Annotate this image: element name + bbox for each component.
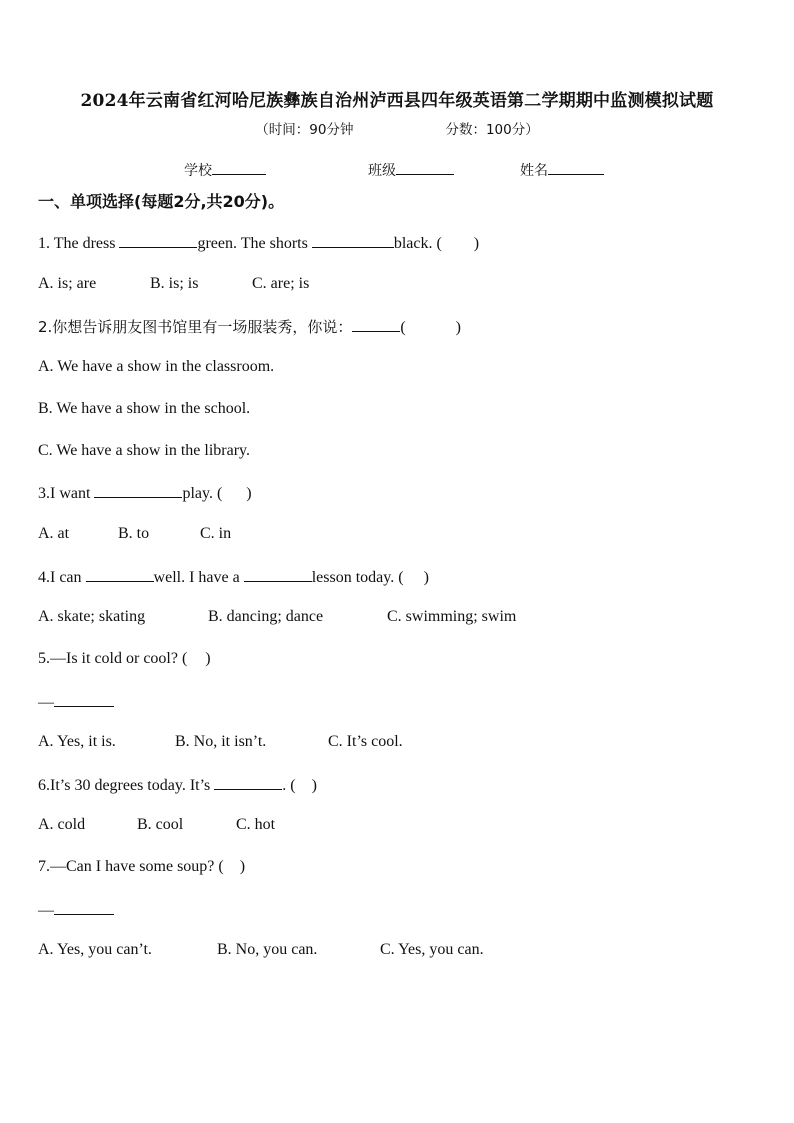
answer-blank[interactable] <box>86 567 154 582</box>
question-4: 4.I can well. I have a lesson today. ( ) <box>38 569 429 586</box>
option-b[interactable]: B. We have a show in the school. <box>38 400 251 417</box>
answer-blank[interactable] <box>352 317 400 332</box>
answer-blank[interactable] <box>119 233 197 248</box>
option-c[interactable]: C. swimming; swim <box>387 608 517 625</box>
option-c[interactable]: C. are; is <box>252 275 310 292</box>
question-7: 7.—Can I have some soup? ( ) <box>38 858 246 875</box>
name-field <box>520 160 604 180</box>
answer-blank[interactable] <box>312 233 394 248</box>
option-b[interactable]: B. No, you can. <box>217 941 318 958</box>
question-6: 6.It’s 30 degrees today. It’s . ( ) <box>38 777 317 794</box>
question-6-options <box>38 816 275 834</box>
question-3: 3.I want play. ( ) <box>38 485 252 502</box>
question-7-options <box>38 941 484 959</box>
school-field <box>184 160 266 180</box>
option-c[interactable]: C. It’s cool. <box>328 733 403 750</box>
answer-blank[interactable] <box>244 567 312 582</box>
option-a[interactable]: A. Yes, you can’t. <box>38 941 152 958</box>
question-1: 1. The dress green. The shorts black. ( ) <box>38 235 480 252</box>
option-c[interactable]: C. in <box>200 525 232 542</box>
question-5-options <box>38 733 403 751</box>
option-c[interactable]: C. hot <box>236 816 276 833</box>
option-c[interactable]: C. We have a show in the library. <box>38 442 250 459</box>
option-a[interactable]: A. Yes, it is. <box>38 733 116 750</box>
option-a[interactable]: A. at <box>38 525 70 542</box>
section-heading: 一、单项选择(每题2分,共20分)。 <box>38 192 285 211</box>
option-a[interactable]: A. We have a show in the classroom. <box>38 358 275 375</box>
school-label: 学校 <box>184 163 212 179</box>
option-b[interactable]: B. cool <box>137 816 184 833</box>
option-b[interactable]: B. dancing; dance <box>208 608 324 625</box>
class-label: 班级 <box>368 163 396 179</box>
option-a[interactable]: A. cold <box>38 816 86 833</box>
score-info: 分数：100分） <box>445 122 539 138</box>
option-b[interactable]: B. to <box>118 525 150 542</box>
question-5-answer: — <box>38 692 114 712</box>
answer-blank[interactable] <box>54 692 114 707</box>
page-title: 2024年云南省红河哈尼族彝族自治州泸西县四年级英语第二学期期中监测模拟试题 <box>80 91 714 111</box>
question-7-answer: — <box>38 900 114 920</box>
answer-blank[interactable] <box>214 775 282 790</box>
option-a[interactable]: A. skate; skating <box>38 608 146 625</box>
question-1-options <box>38 275 309 293</box>
school-blank[interactable] <box>212 160 266 175</box>
answer-blank[interactable] <box>54 900 114 915</box>
question-5: 5.—Is it cold or cool? ( ) <box>38 650 211 667</box>
question-2: 2.你想告诉朋友图书馆里有一场服装秀，你说： ( ) <box>38 318 461 336</box>
option-b[interactable]: B. No, it isn’t. <box>175 733 267 750</box>
class-blank[interactable] <box>396 160 454 175</box>
name-label: 姓名 <box>520 163 548 179</box>
question-3-options <box>38 525 231 543</box>
exam-info <box>0 118 794 138</box>
option-a[interactable]: A. is; are <box>38 275 97 292</box>
class-field <box>368 160 454 180</box>
option-c[interactable]: C. Yes, you can. <box>380 941 484 958</box>
time-info: （时间：90分钟 <box>255 122 354 138</box>
name-blank[interactable] <box>548 160 604 175</box>
answer-blank[interactable] <box>94 483 182 498</box>
question-4-options <box>38 608 516 626</box>
option-b[interactable]: B. is; is <box>150 275 199 292</box>
